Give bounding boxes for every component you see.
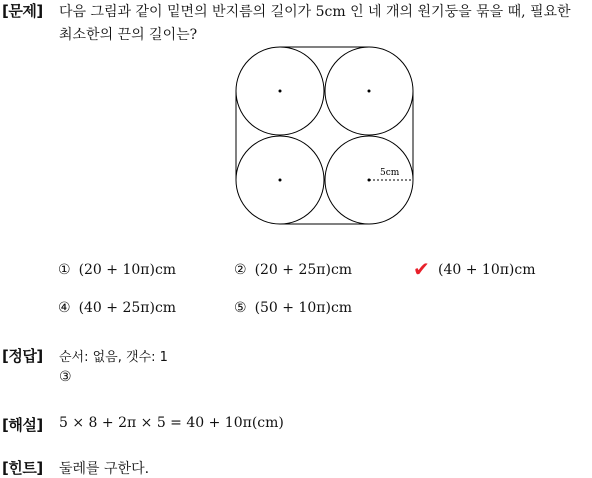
center-dot-tl <box>279 90 282 93</box>
hint-tag: [힌트] <box>2 459 43 477</box>
option-5-text: (50 + 10π)cm <box>254 300 353 316</box>
four-cylinders-figure <box>230 40 420 230</box>
option-3[interactable] <box>438 262 536 278</box>
option-1-text: (20 + 10π)cm <box>78 262 177 278</box>
answer-info: 순서: 없음, 갯수: 1 <box>59 350 168 365</box>
center-dot-br <box>368 179 371 182</box>
problem-tag: [문제] <box>2 2 43 20</box>
option-5-number: ⑤ <box>234 300 247 316</box>
option-4-text: (40 + 25π)cm <box>78 300 177 316</box>
option-4[interactable] <box>58 300 176 316</box>
explanation-tag: [해설] <box>2 416 43 434</box>
problem-text-line1: 다음 그림과 같이 밑면의 반지름의 길이가 5cm 인 네 개의 원기둥을 묶을 때, 필요한 <box>59 4 571 20</box>
option-2-number: ② <box>234 262 247 278</box>
radius-label: 5cm <box>380 168 400 178</box>
center-dot-tr <box>368 90 371 93</box>
option-5[interactable] <box>234 300 352 316</box>
option-1-number: ① <box>58 262 71 278</box>
answer-tag: [정답] <box>2 347 43 365</box>
option-4-number: ④ <box>58 300 71 316</box>
answer-choice: ③ <box>59 369 72 385</box>
option-1[interactable] <box>58 262 176 278</box>
option-2[interactable] <box>234 262 352 278</box>
problem-text-line2: 최소한의 끈의 길이는? <box>59 27 198 43</box>
option-3-text: (40 + 10π)cm <box>438 262 536 278</box>
explanation-text: 5 × 8 + 2π × 5 = 40 + 10π(cm) <box>59 415 284 431</box>
check-mark-icon: ✔ <box>413 257 430 281</box>
option-2-text: (20 + 25π)cm <box>254 262 353 278</box>
hint-text: 둘레를 구한다. <box>59 461 150 477</box>
center-dot-bl <box>279 179 282 182</box>
